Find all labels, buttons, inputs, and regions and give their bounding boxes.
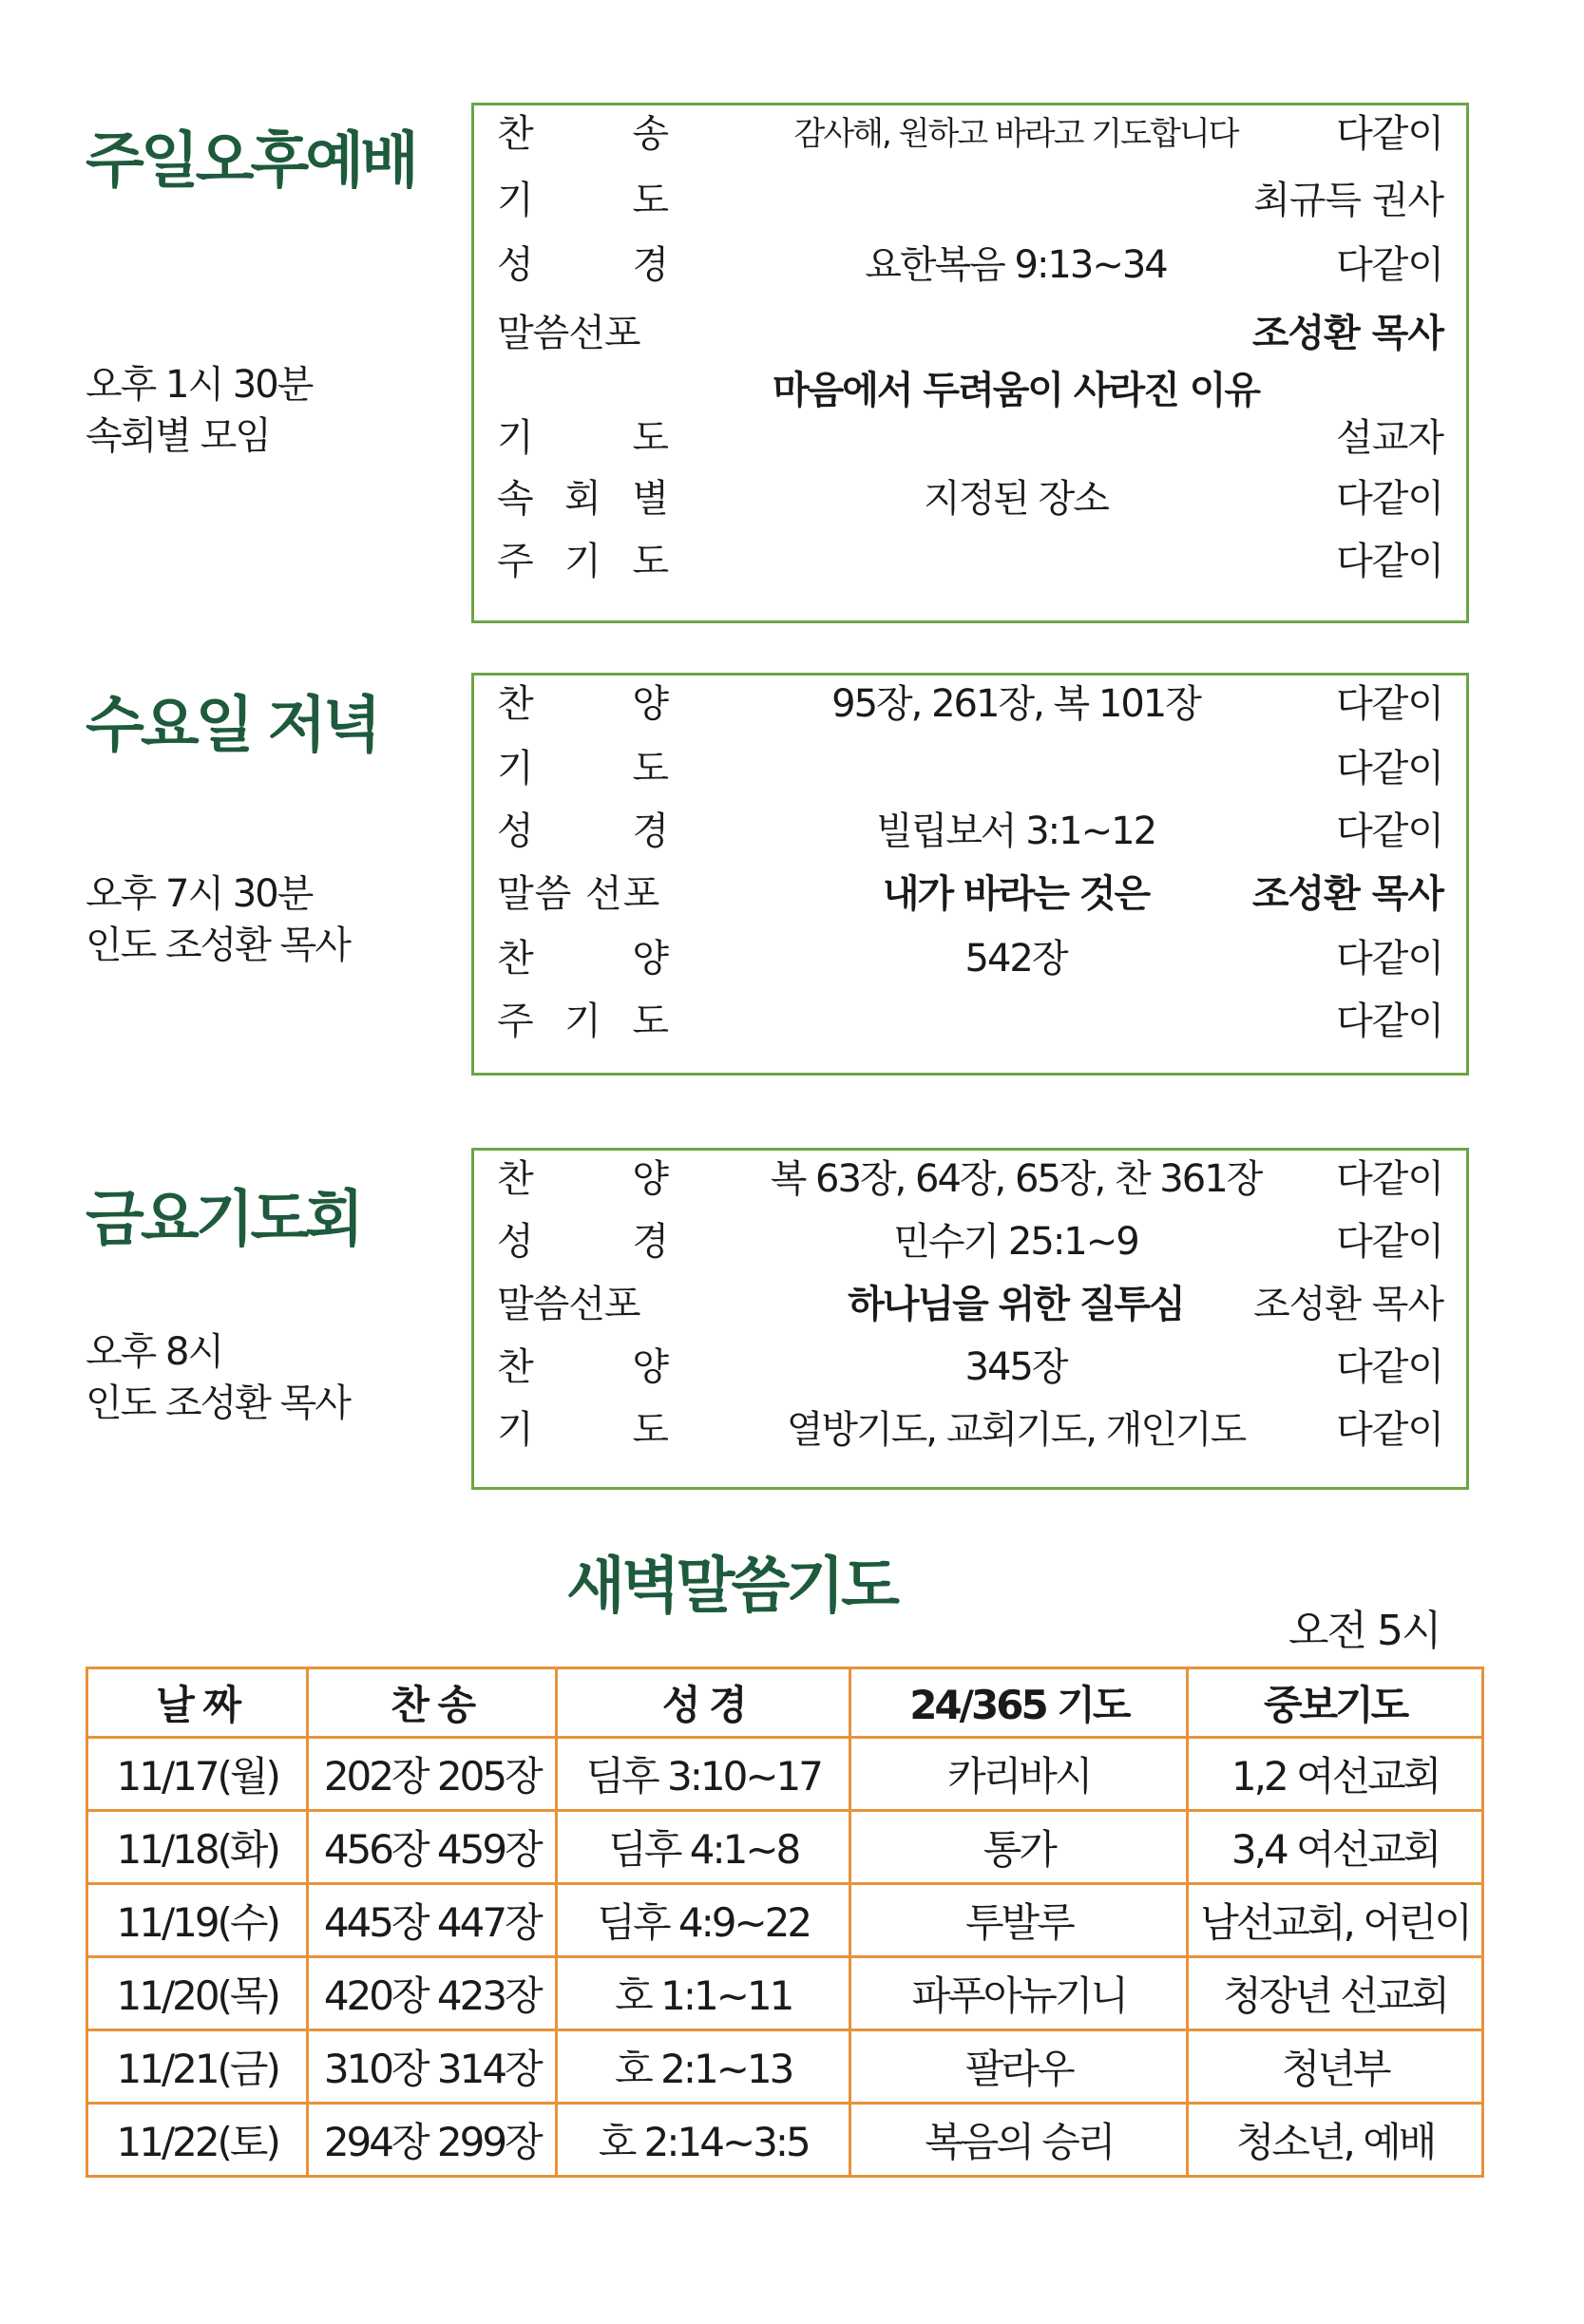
wednesday-service-title: 수요일 저녁 (86, 691, 378, 761)
order-content: 민수기 25:1~9 (893, 1220, 1138, 1264)
order-label (497, 932, 668, 985)
order-row (474, 472, 1466, 525)
header-date: 날 짜 (87, 1668, 308, 1738)
order-content: 95장, 261장, 복 101장 (831, 682, 1200, 726)
wednesday-service-leader: 인도 조성환 목사 (86, 924, 350, 967)
scripture-cell: 호 2:1~13 (557, 2030, 850, 2104)
order-label-char: 기 (564, 540, 601, 583)
order-label (497, 805, 668, 858)
order-row (474, 411, 1466, 465)
intercession-cell: 남선교회, 어린이 (1188, 1884, 1483, 1957)
table-row (87, 1957, 1483, 2030)
order-leader: 최규득 권사 (1253, 179, 1443, 222)
table-row (87, 1811, 1483, 1884)
order-label-char: 찬 (497, 112, 533, 156)
order-label (497, 174, 668, 227)
order-row (474, 677, 1466, 731)
order-label-char: 양 (632, 937, 668, 981)
order-label-char: 주 (497, 540, 533, 583)
header-24-365-prayer: 24/365 기도 (850, 1668, 1188, 1738)
order-leader: 다같이 (1336, 1345, 1443, 1389)
order-row (474, 174, 1466, 227)
hymn-cell: 202장 205장 (308, 1738, 557, 1811)
order-content: 하나님을 위한 질투심 (848, 1283, 1184, 1326)
order-leader: 다같이 (1336, 810, 1443, 853)
prayer-country-cell: 복음의 승리 (850, 2104, 1188, 2177)
order-content: 내가 바라는 것은 (882, 872, 1150, 916)
order-label-char: 기 (497, 416, 533, 460)
order-label-char: 경 (632, 810, 668, 853)
order-leader: 다같이 (1336, 937, 1443, 981)
order-label (497, 1341, 668, 1394)
friday-order-box (471, 1148, 1469, 1490)
table-row (87, 1738, 1483, 1811)
intercession-cell: 1,2 여선교회 (1188, 1738, 1483, 1811)
order-label-char: 성 (497, 810, 533, 853)
dawn-prayer-title: 새벽말씀기도 (566, 1552, 896, 1622)
order-leader: 조성환 목사 (1251, 312, 1443, 355)
friday-service-title: 금요기도회 (86, 1185, 361, 1255)
table-header-row (87, 1668, 1483, 1738)
order-label (497, 535, 668, 588)
hymn-cell: 294장 299장 (308, 2104, 557, 2177)
order-label-char: 도 (632, 1408, 668, 1452)
scripture-cell: 딤후 3:10~17 (557, 1738, 850, 1811)
friday-service-time: 오후 8시 (86, 1330, 223, 1374)
date-cell: 11/19(수) (87, 1884, 308, 1957)
sunday-service-note: 속회별 모임 (86, 414, 270, 458)
order-row (474, 107, 1466, 161)
order-label-text: 말씀선포 (497, 312, 640, 355)
order-label (497, 107, 668, 161)
order-label-char: 경 (632, 243, 668, 287)
order-label (497, 677, 668, 731)
order-label-char: 양 (632, 1157, 668, 1201)
order-label-char: 기 (564, 1000, 601, 1043)
wednesday-service-time: 오후 7시 30분 (86, 872, 313, 916)
order-label-char: 성 (497, 243, 533, 287)
order-row (474, 995, 1466, 1048)
order-label-char: 속 (497, 477, 533, 521)
order-label-text: 말씀선포 (497, 1283, 640, 1326)
order-row (474, 742, 1466, 795)
order-label (497, 238, 668, 292)
sunday-order-box (471, 103, 1469, 623)
header-scripture: 성 경 (557, 1668, 850, 1738)
order-leader: 다같이 (1336, 1000, 1443, 1043)
header-hymn: 찬 송 (308, 1668, 557, 1738)
order-label (497, 1278, 668, 1331)
friday-service-leader: 인도 조성환 목사 (86, 1381, 350, 1425)
order-label (497, 995, 668, 1048)
order-label-char: 도 (632, 747, 668, 791)
order-label-char: 기 (497, 1408, 533, 1452)
order-content: 열방기도, 교회기도, 개인기도 (786, 1408, 1246, 1452)
order-row (474, 238, 1466, 292)
order-row (474, 1341, 1466, 1394)
intercession-cell: 청소년, 예배 (1188, 2104, 1483, 2177)
order-label-char: 도 (632, 416, 668, 460)
order-leader: 설교자 (1336, 416, 1443, 460)
order-row (474, 1278, 1466, 1331)
order-row (474, 867, 1466, 921)
intercession-cell: 청년부 (1188, 2030, 1483, 2104)
prayer-country-cell: 파푸아뉴기니 (850, 1957, 1188, 2030)
order-row (474, 1215, 1466, 1268)
order-content: 542장 (964, 937, 1067, 981)
order-row (474, 805, 1466, 858)
prayer-country-cell: 투발루 (850, 1884, 1188, 1957)
order-label-char: 양 (632, 1345, 668, 1389)
order-label-char: 경 (632, 1220, 668, 1264)
order-leader: 다같이 (1336, 112, 1443, 156)
order-label-char: 찬 (497, 682, 533, 726)
order-row (474, 932, 1466, 985)
order-row (474, 364, 1466, 417)
order-label-char: 찬 (497, 1345, 533, 1389)
dawn-prayer-table (86, 1667, 1484, 2178)
order-label-char: 도 (632, 179, 668, 222)
order-leader: 조성환 목사 (1253, 1283, 1443, 1326)
wednesday-order-box (471, 673, 1469, 1076)
order-label-char: 도 (632, 1000, 668, 1043)
order-label (497, 1152, 668, 1206)
dawn-prayer-time: 오전 5시 (1288, 1607, 1441, 1655)
order-leader: 다같이 (1336, 682, 1443, 726)
order-leader: 다같이 (1336, 477, 1443, 521)
scripture-cell: 호 2:14~3:5 (557, 2104, 850, 2177)
sunday-service-time: 오후 1시 30분 (86, 363, 313, 407)
order-content: 복 63장, 64장, 65장, 찬 361장 (770, 1157, 1262, 1201)
hymn-cell: 310장 314장 (308, 2030, 557, 2104)
order-label (497, 472, 668, 525)
order-label-char: 기 (497, 179, 533, 222)
date-cell: 11/20(목) (87, 1957, 308, 2030)
table-row (87, 2104, 1483, 2177)
order-label-text: 말씀 선포 (497, 872, 661, 916)
order-content: 감사해, 원하고 바라고 기도합니다 (793, 115, 1238, 153)
prayer-country-cell: 카리바시 (850, 1738, 1188, 1811)
order-label (497, 411, 668, 465)
order-label (497, 742, 668, 795)
order-leader: 조성환 목사 (1251, 872, 1443, 916)
order-content: 345장 (964, 1345, 1067, 1389)
order-label-char: 양 (632, 682, 668, 726)
hymn-cell: 456장 459장 (308, 1811, 557, 1884)
sunday-service-title: 주일오후예배 (86, 126, 415, 197)
intercession-cell: 3,4 여선교회 (1188, 1811, 1483, 1884)
order-label (497, 867, 668, 921)
date-cell: 11/22(토) (87, 2104, 308, 2177)
prayer-country-cell: 통가 (850, 1811, 1188, 1884)
order-label-char: 송 (632, 112, 668, 156)
order-label (497, 1403, 668, 1457)
order-row (474, 535, 1466, 588)
order-row (474, 1152, 1466, 1206)
header-intercession: 중보기도 (1188, 1668, 1483, 1738)
order-label-char: 찬 (497, 937, 533, 981)
order-leader: 다같이 (1336, 1408, 1443, 1452)
prayer-country-cell: 팔라우 (850, 2030, 1188, 2104)
order-label (497, 1215, 668, 1268)
order-content: 빌립보서 3:1~12 (875, 810, 1156, 853)
order-leader: 다같이 (1336, 1220, 1443, 1264)
order-label-char: 도 (632, 540, 668, 583)
table-row (87, 2030, 1483, 2104)
scripture-cell: 딤후 4:9~22 (557, 1884, 850, 1957)
hymn-cell: 445장 447장 (308, 1884, 557, 1957)
order-content: 요한복음 9:13~34 (865, 243, 1167, 287)
intercession-cell: 청장년 선교회 (1188, 1957, 1483, 2030)
date-cell: 11/17(월) (87, 1738, 308, 1811)
order-row (474, 1403, 1466, 1457)
date-cell: 11/21(금) (87, 2030, 308, 2104)
scripture-cell: 딤후 4:1~8 (557, 1811, 850, 1884)
order-leader: 다같이 (1336, 747, 1443, 791)
date-cell: 11/18(화) (87, 1811, 308, 1884)
order-content: 지정된 장소 (924, 477, 1108, 521)
order-label-char: 찬 (497, 1157, 533, 1201)
order-label-char: 회 (564, 477, 601, 521)
order-label-char: 성 (497, 1220, 533, 1264)
hymn-cell: 420장 423장 (308, 1957, 557, 2030)
order-label (497, 307, 668, 360)
order-label-char: 주 (497, 1000, 533, 1043)
order-label-char: 별 (632, 477, 668, 521)
order-leader: 다같이 (1336, 243, 1443, 287)
order-label-char: 기 (497, 747, 533, 791)
order-leader: 다같이 (1336, 1157, 1443, 1201)
table-row (87, 1884, 1483, 1957)
order-row (474, 307, 1466, 360)
scripture-cell: 호 1:1~11 (557, 1957, 850, 2030)
order-content: 마음에서 두려움이 사라진 이유 (772, 369, 1260, 412)
order-leader: 다같이 (1336, 540, 1443, 583)
